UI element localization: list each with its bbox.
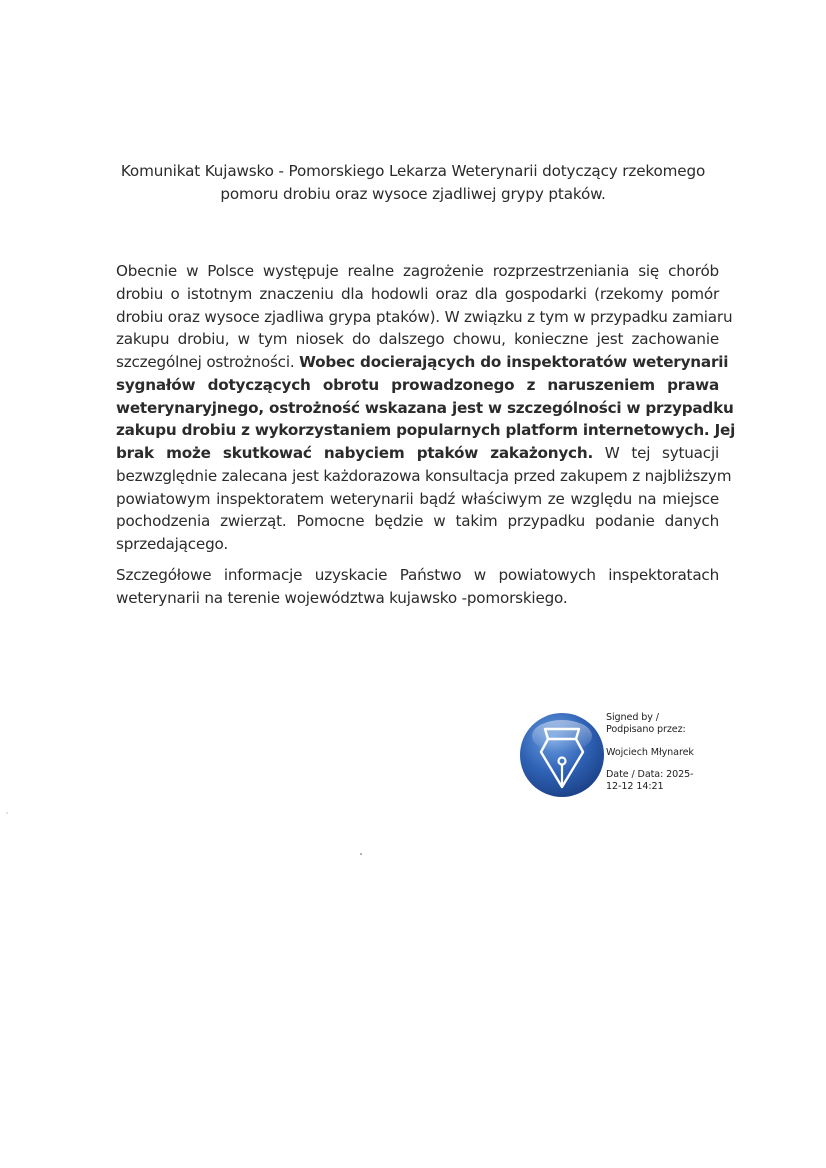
paragraph-line (116, 442, 719, 465)
line-text: drobiu o istotnym znaczeniu dla hodowli oraz dla gospodarki (rzekomy pomór (116, 284, 719, 303)
signed-by-label: Podpisano przez: (606, 723, 686, 735)
bold-warning-text: brak może skutkować nabyciem ptaków zakażonych. (116, 444, 594, 462)
paragraph-line (116, 328, 719, 351)
bold-warning-text: sygnałów dotyczących obrotu prowadzonego z naruszeniem prawa (116, 375, 719, 394)
paragraph-line (116, 260, 719, 283)
line-text: W tej sytuacji (593, 444, 719, 462)
title-line: pomoru drobiu oraz wysoce zjadliwej grypy ptaków. (220, 185, 606, 203)
signature-details (606, 712, 694, 793)
signature-date: 12-12 14:21 (606, 781, 664, 793)
line-text: sprzedającego. (116, 535, 228, 553)
bold-warning-text: Wobec docierających do inspektoratów weterynarii (299, 353, 729, 371)
line-text: drobiu oraz wysoce zjadliwa grypa ptaków). W związku z tym w przypadku zamiaru (116, 307, 733, 326)
paragraph-line: weterynarii na terenie województwa kujawsko -pomorskiego. (116, 588, 568, 607)
signer-name: Wojciech Młynarek (606, 746, 694, 758)
fountain-pen-nib-icon (519, 712, 605, 798)
line-text: pochodzenia zwierząt. Pomocne będzie w takim przypadku podanie danych (116, 512, 719, 531)
document-title (110, 160, 716, 206)
title-line: Komunikat Kujawsko - Pomorskiego Lekarza Weterynarii dotyczący rzekomego (120, 162, 706, 180)
electronic-signature-block (519, 712, 719, 802)
paragraph-line: Szczegółowe informacje uzyskacie Państwo w powiatowych inspektoratach (116, 566, 719, 584)
scan-speck (360, 853, 362, 855)
paragraph-line (116, 397, 734, 420)
paragraph-line (116, 533, 719, 556)
paragraph-line (116, 419, 736, 442)
main-paragraph (116, 260, 736, 556)
paragraph-line (116, 374, 719, 397)
paragraph-line (116, 488, 719, 511)
paragraph-line (116, 306, 733, 329)
signature-date: Date / Data: 2025- (606, 769, 694, 781)
info-paragraph (116, 564, 719, 610)
paragraph-line (116, 465, 732, 488)
line-text: powiatowym inspektoratem weterynarii bądź właściwym ze względu na miejsce (116, 489, 719, 508)
paragraph-line (116, 351, 729, 374)
scan-speck (6, 812, 8, 814)
line-text: Obecnie w Polsce występuje realne zagrożenie rozprzestrzeniania się chorób (116, 262, 719, 280)
bold-warning-text: zakupu drobiu z wykorzystaniem popularnych platform internetowych. Jej (116, 421, 736, 440)
paragraph-line (116, 283, 719, 306)
signed-by-label: Signed by / (606, 712, 659, 723)
line-text: bezwzględnie zalecana jest każdorazowa konsultacja przed zakupem z najbliższym (116, 466, 732, 485)
paragraph-line (116, 510, 719, 533)
line-text: zakupu drobiu, w tym niosek do dalszego chowu, konieczne jest zachowanie (116, 330, 719, 349)
bold-warning-text: weterynaryjnego, ostrożność wskazana jest w szczególności w przypadku (116, 398, 734, 417)
line-text: szczególnej ostrożności. (116, 353, 300, 371)
